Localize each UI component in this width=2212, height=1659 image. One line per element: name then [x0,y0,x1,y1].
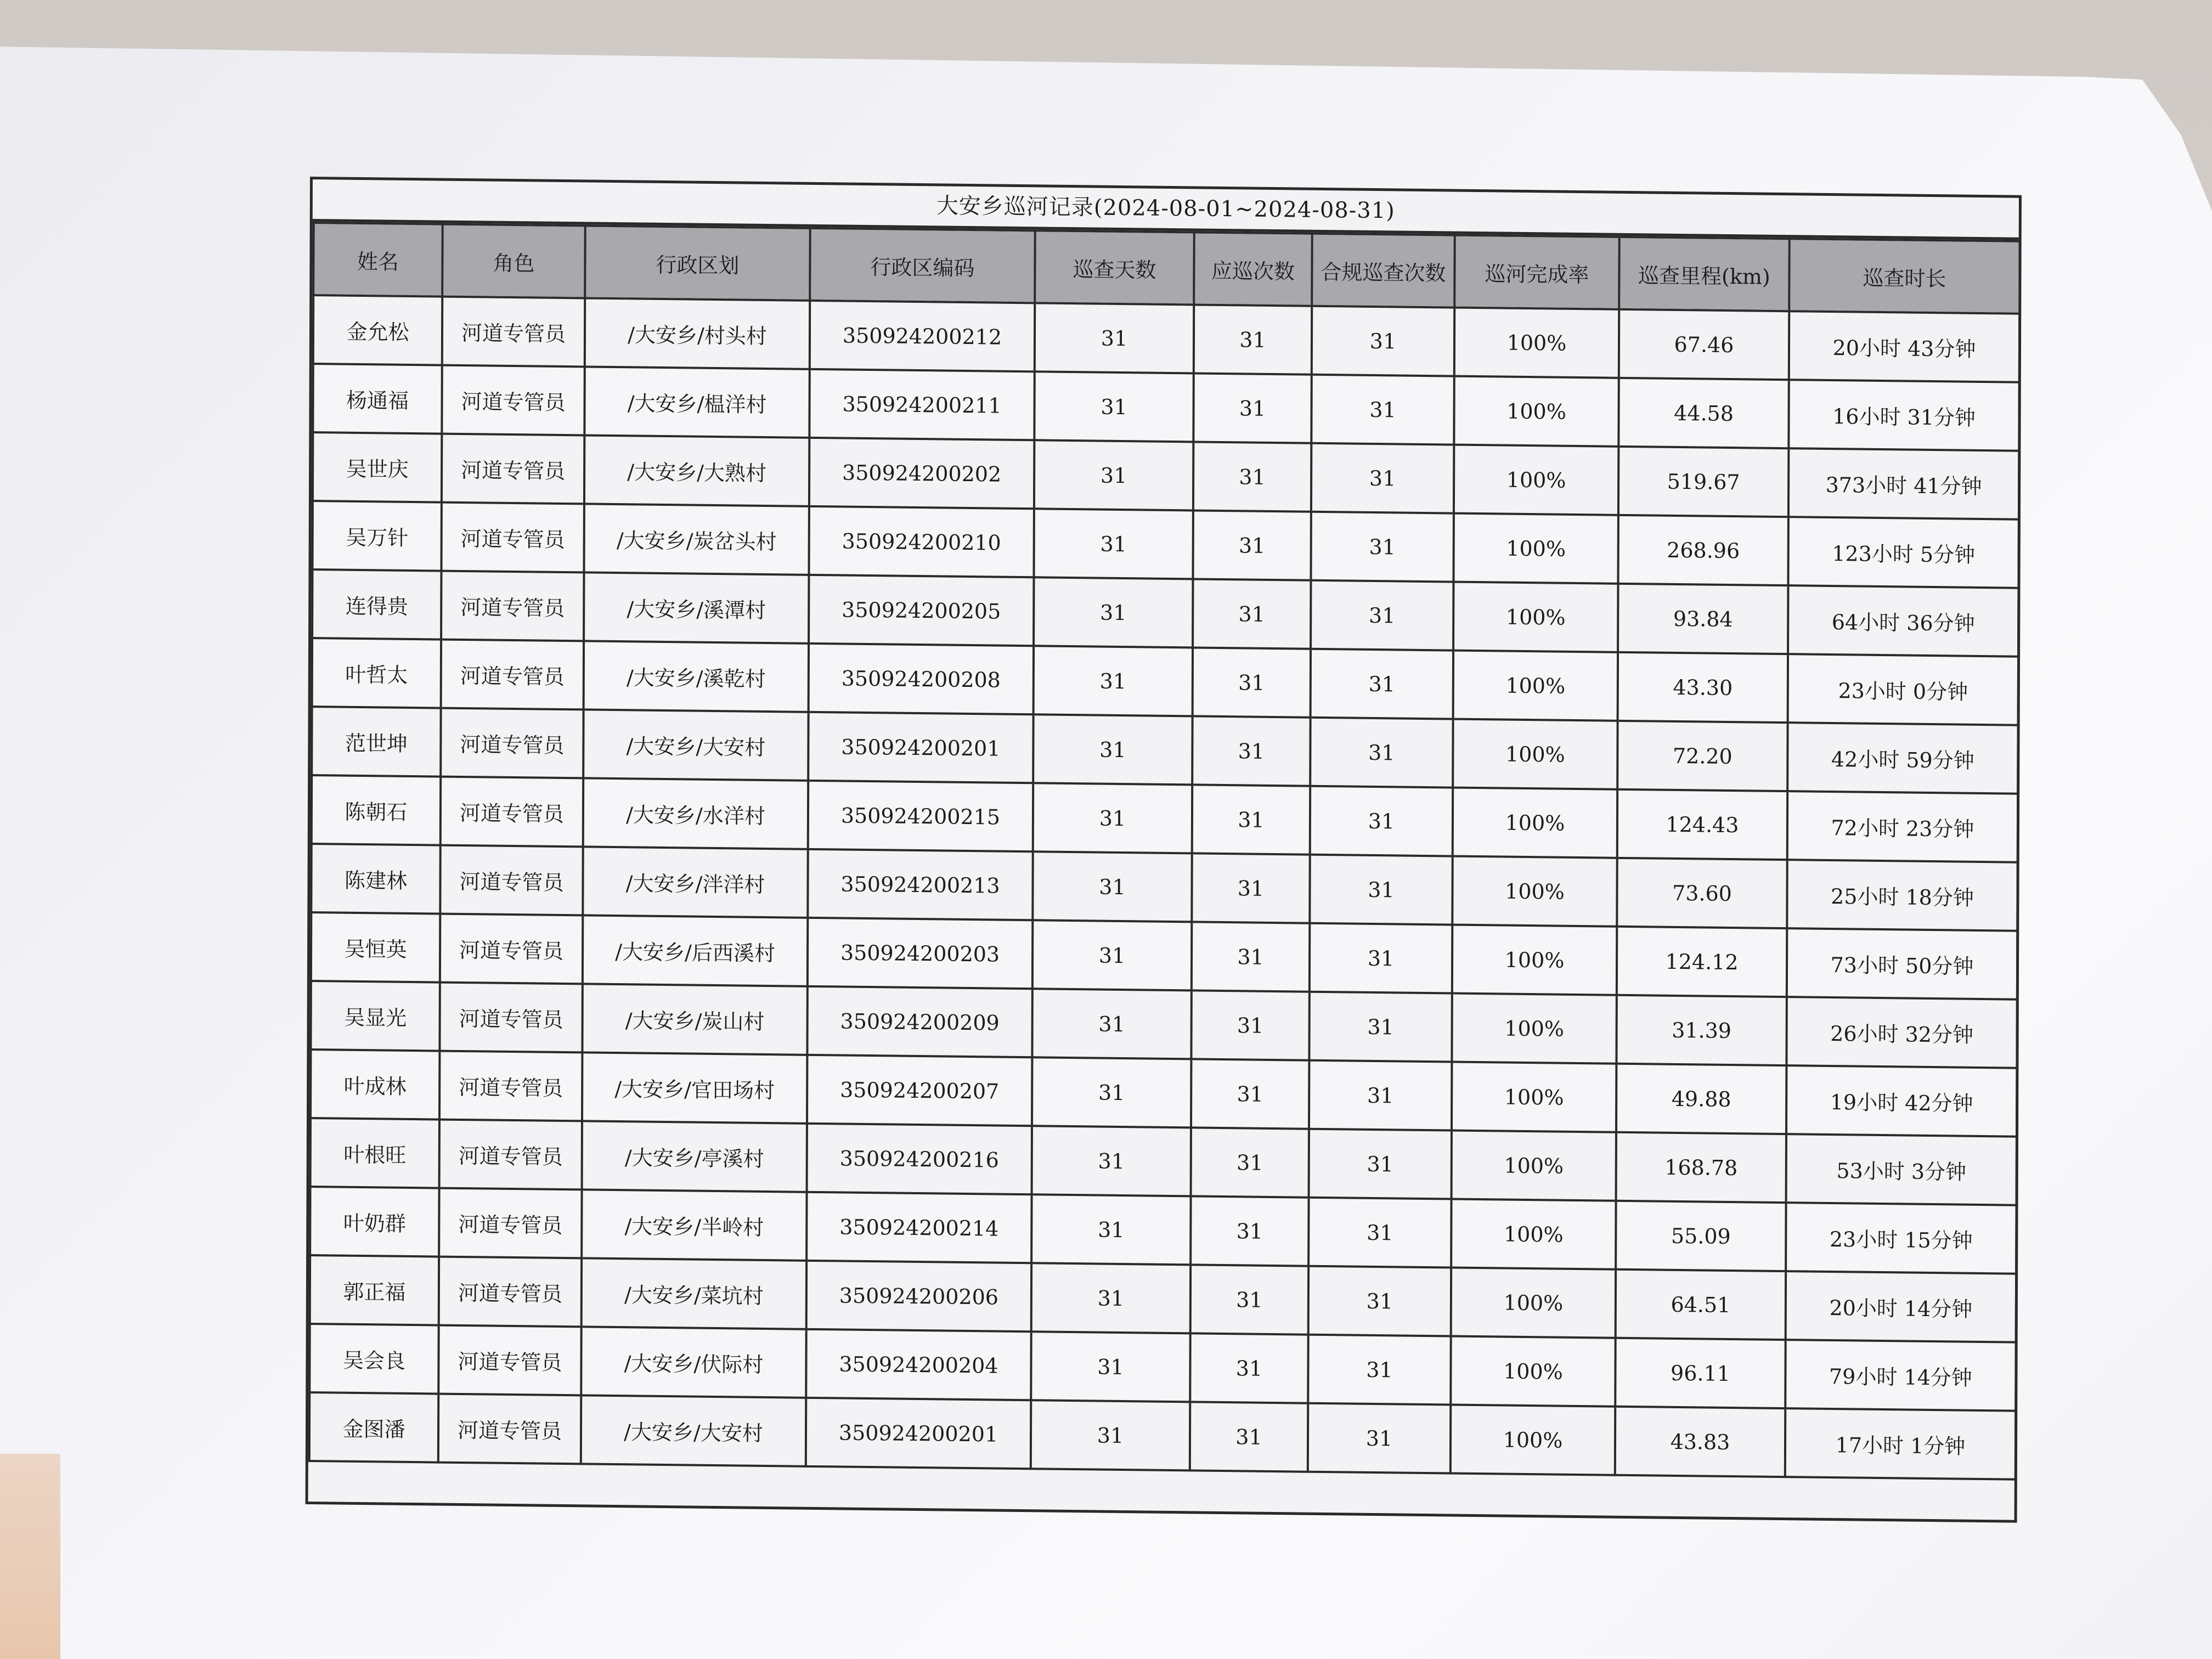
mileage-cell: 43.30 [1618,652,1788,723]
role-cell: 河道专管员 [441,708,583,778]
duration-cell: 79小时 14分钟 [1785,1340,2016,1411]
duration-cell: 73小时 50分钟 [1787,928,2017,1000]
required-count-cell: 31 [1194,304,1312,374]
required-count-cell: 31 [1192,785,1310,854]
completion-rate-cell: 100% [1452,925,1617,995]
patrol-days-cell: 31 [1035,303,1194,373]
required-count-cell: 31 [1191,1127,1309,1197]
district-code-cell: 350924200206 [806,1261,1031,1331]
completion-rate-cell: 100% [1451,1405,1615,1475]
completion-rate-cell: 100% [1453,582,1618,652]
role-cell: 河道专管员 [440,914,583,984]
district-cell: /大安乡/大安村 [581,1395,806,1466]
completion-rate-cell: 100% [1452,1131,1616,1201]
mileage-cell: 67.46 [1619,309,1789,380]
name-cell: 叶成林 [311,1049,439,1120]
completion-rate-cell: 100% [1452,1062,1616,1132]
duration-cell: 42小时 59分钟 [1787,723,2018,794]
district-code-cell: 350924200202 [809,438,1034,509]
compliant-count-cell: 31 [1309,1129,1452,1199]
name-cell: 陈朝石 [312,775,441,845]
role-cell: 河道专管员 [441,503,584,573]
patrol-days-cell: 31 [1032,1057,1191,1127]
completion-rate-cell: 100% [1451,1199,1616,1269]
required-count-cell: 31 [1190,1402,1308,1471]
mileage-cell: 72.20 [1617,721,1787,791]
completion-rate-cell: 100% [1451,1336,1615,1407]
duration-cell: 123小时 5分钟 [1788,517,2018,588]
district-cell: /大安乡/泮洋村 [583,847,808,917]
role-cell: 河道专管员 [440,845,583,916]
table-title: 大安乡巡河记录(2024-08-01~2024-08-31) [313,179,2019,240]
compliant-count-cell: 31 [1308,1403,1451,1474]
patrol-days-cell: 31 [1032,851,1192,922]
patrol-days-cell: 31 [1032,1126,1191,1196]
district-code-cell: 350924200212 [810,301,1035,371]
mileage-cell: 49.88 [1616,1064,1786,1134]
mileage-cell: 73.60 [1617,858,1787,928]
patrol-days-cell: 31 [1031,1263,1190,1333]
mileage-cell: 124.43 [1617,789,1787,860]
duration-cell: 20小时 14分钟 [1786,1271,2016,1342]
duration-cell: 19小时 42分钟 [1786,1065,2017,1137]
role-cell: 河道专管员 [439,1188,582,1259]
background-surface [0,1454,60,1659]
role-cell: 河道专管员 [441,571,584,641]
patrol-days-cell: 31 [1034,509,1193,579]
district-cell: /大安乡/溪潭村 [584,572,809,643]
completion-rate-cell: 100% [1453,514,1618,584]
name-cell: 叶根旺 [311,1118,439,1188]
name-cell: 吴显光 [311,981,439,1051]
compliant-count-cell: 31 [1311,443,1454,514]
name-cell: 连得贵 [312,569,441,640]
patrol-days-cell: 31 [1034,371,1193,442]
patrol-days-cell: 31 [1032,920,1192,990]
name-cell: 范世坤 [312,707,441,777]
patrol-days-cell: 31 [1031,1194,1190,1265]
column-header: 巡河完成率 [1454,235,1619,309]
completion-rate-cell: 100% [1454,308,1619,378]
duration-cell: 72小时 23分钟 [1787,791,2018,862]
completion-rate-cell: 100% [1451,1268,1616,1338]
district-code-cell: 350924200216 [807,1124,1032,1194]
column-header: 巡查时长 [1789,239,2019,314]
name-cell: 金图潘 [309,1392,438,1463]
mileage-cell: 124.12 [1617,927,1787,997]
compliant-count-cell: 31 [1310,718,1453,788]
patrol-days-cell: 31 [1033,783,1192,853]
completion-rate-cell: 100% [1453,651,1618,721]
district-code-cell: 350924200203 [808,918,1032,989]
district-cell: /大安乡/亭溪村 [582,1121,807,1192]
district-code-cell: 350924200205 [809,575,1034,646]
compliant-count-cell: 31 [1308,1335,1451,1405]
role-cell: 河道专管员 [442,365,584,436]
mileage-cell: 44.58 [1618,378,1788,448]
compliant-count-cell: 31 [1311,375,1454,445]
mileage-cell: 55.09 [1616,1201,1786,1271]
duration-cell: 23小时 15分钟 [1786,1203,2016,1274]
name-cell: 叶哲太 [312,638,441,708]
district-code-cell: 350924200215 [808,781,1033,851]
duration-cell: 17小时 1分钟 [1785,1408,2016,1480]
record-grid [308,222,2021,1481]
district-cell: /大安乡/菜坑村 [582,1258,806,1329]
compliant-count-cell: 31 [1309,1060,1452,1131]
district-code-cell: 350924200201 [808,712,1033,783]
compliant-count-cell: 31 [1309,992,1452,1062]
duration-cell: 373小时 41分钟 [1788,448,2019,520]
district-cell: /大安乡/伏际村 [581,1327,806,1397]
district-code-cell: 350924200207 [807,1055,1032,1126]
required-count-cell: 31 [1193,647,1311,717]
mileage-cell: 31.39 [1616,995,1786,1065]
patrol-days-cell: 31 [1034,577,1193,647]
compliant-count-cell: 31 [1308,1198,1451,1268]
column-header: 角色 [442,224,585,298]
district-code-cell: 350924200201 [806,1398,1031,1469]
completion-rate-cell: 100% [1454,445,1618,515]
completion-rate-cell: 100% [1453,719,1617,789]
required-count-cell: 31 [1193,579,1311,648]
column-header: 应巡次数 [1194,232,1312,306]
role-cell: 河道专管员 [441,640,584,710]
name-cell: 吴恒英 [311,912,440,983]
duration-cell: 53小时 3分钟 [1786,1134,2017,1205]
mileage-cell: 268.96 [1618,515,1788,585]
role-cell: 河道专管员 [439,1257,582,1327]
required-count-cell: 31 [1192,922,1310,991]
district-code-cell: 350924200209 [807,986,1032,1057]
role-cell: 河道专管员 [442,434,584,504]
table-body [309,295,2019,1480]
required-count-cell: 31 [1192,716,1310,786]
district-cell: /大安乡/官田场村 [582,1052,807,1123]
mileage-cell: 93.84 [1618,584,1788,654]
duration-cell: 23小时 0分钟 [1788,654,2018,725]
compliant-count-cell: 31 [1308,1266,1451,1336]
role-cell: 河道专管员 [439,983,582,1053]
patrol-days-cell: 31 [1034,646,1193,716]
completion-rate-cell: 100% [1452,994,1616,1064]
name-cell: 吴世庆 [313,432,442,503]
district-cell: /大安乡/炭山村 [582,984,807,1054]
mileage-cell: 43.83 [1615,1407,1785,1477]
mileage-cell: 519.67 [1618,447,1788,517]
district-code-cell: 350924200208 [809,644,1034,714]
column-header: 巡查天数 [1035,230,1194,304]
district-code-cell: 350924200214 [806,1192,1031,1263]
duration-cell: 26小时 32分钟 [1786,997,2017,1068]
name-cell: 金允松 [313,295,442,365]
patrol-record-table [306,177,2022,1523]
compliant-count-cell: 31 [1310,923,1452,994]
duration-cell: 20小时 43分钟 [1789,311,2019,382]
patrol-days-cell: 31 [1031,1331,1190,1402]
role-cell: 河道专管员 [438,1394,581,1464]
name-cell: 郭正福 [310,1255,439,1325]
district-cell: /大安乡/半岭村 [582,1189,806,1260]
required-count-cell: 31 [1193,373,1311,443]
patrol-days-cell: 31 [1033,714,1192,785]
compliant-count-cell: 31 [1310,855,1452,925]
required-count-cell: 31 [1190,1265,1308,1334]
compliant-count-cell: 31 [1311,512,1453,582]
required-count-cell: 31 [1193,510,1311,580]
district-cell: /大安乡/大熟村 [584,435,809,506]
column-header: 行政区划 [585,225,810,300]
required-count-cell: 31 [1193,442,1311,511]
role-cell: 河道专管员 [439,1051,582,1121]
district-code-cell: 350924200211 [809,369,1034,440]
duration-cell: 16小时 31分钟 [1788,380,2019,451]
role-cell: 河道专管员 [439,1120,582,1190]
required-count-cell: 31 [1190,1196,1308,1266]
district-code-cell: 350924200204 [806,1329,1031,1400]
patrol-days-cell: 31 [1034,440,1193,510]
required-count-cell: 31 [1191,1059,1309,1128]
column-header: 合规巡查次数 [1312,234,1454,308]
mileage-cell: 64.51 [1616,1269,1786,1340]
completion-rate-cell: 100% [1452,856,1617,927]
district-cell: /大安乡/大安村 [583,709,808,780]
required-count-cell: 31 [1191,990,1309,1060]
duration-cell: 64小时 36分钟 [1788,585,2018,657]
name-cell: 陈建林 [311,844,440,914]
role-cell: 河道专管员 [438,1325,581,1396]
name-cell: 杨通福 [313,364,442,434]
column-header: 巡查里程(km) [1619,237,1789,311]
district-cell: /大安乡/村头村 [585,298,810,369]
district-cell: /大安乡/溪乾村 [584,641,809,712]
name-cell: 吴万针 [313,501,442,571]
role-cell: 河道专管员 [441,777,583,847]
compliant-count-cell: 31 [1310,786,1453,856]
district-cell: /大安乡/炭岔头村 [584,504,809,574]
district-code-cell: 350924200210 [809,506,1034,577]
mileage-cell: 168.78 [1616,1132,1786,1203]
duration-cell: 25小时 18分钟 [1787,860,2017,931]
required-count-cell: 31 [1190,1333,1308,1403]
compliant-count-cell: 31 [1312,306,1454,376]
district-cell: /大安乡/榅洋村 [584,366,809,437]
required-count-cell: 31 [1192,853,1310,923]
completion-rate-cell: 100% [1453,788,1617,858]
patrol-days-cell: 31 [1031,1400,1190,1470]
patrol-days-cell: 31 [1032,989,1191,1059]
district-code-cell: 350924200213 [808,849,1032,920]
district-cell: /大安乡/水洋村 [583,778,808,849]
compliant-count-cell: 31 [1311,649,1453,719]
column-header: 姓名 [313,223,442,297]
mileage-cell: 96.11 [1615,1338,1785,1408]
column-header: 行政区编码 [810,228,1035,303]
district-cell: /大安乡/后西溪村 [583,915,808,986]
completion-rate-cell: 100% [1454,376,1618,447]
name-cell: 叶奶群 [310,1187,439,1257]
compliant-count-cell: 31 [1311,580,1453,651]
name-cell: 吴会良 [309,1324,438,1394]
role-cell: 河道专管员 [442,297,585,367]
